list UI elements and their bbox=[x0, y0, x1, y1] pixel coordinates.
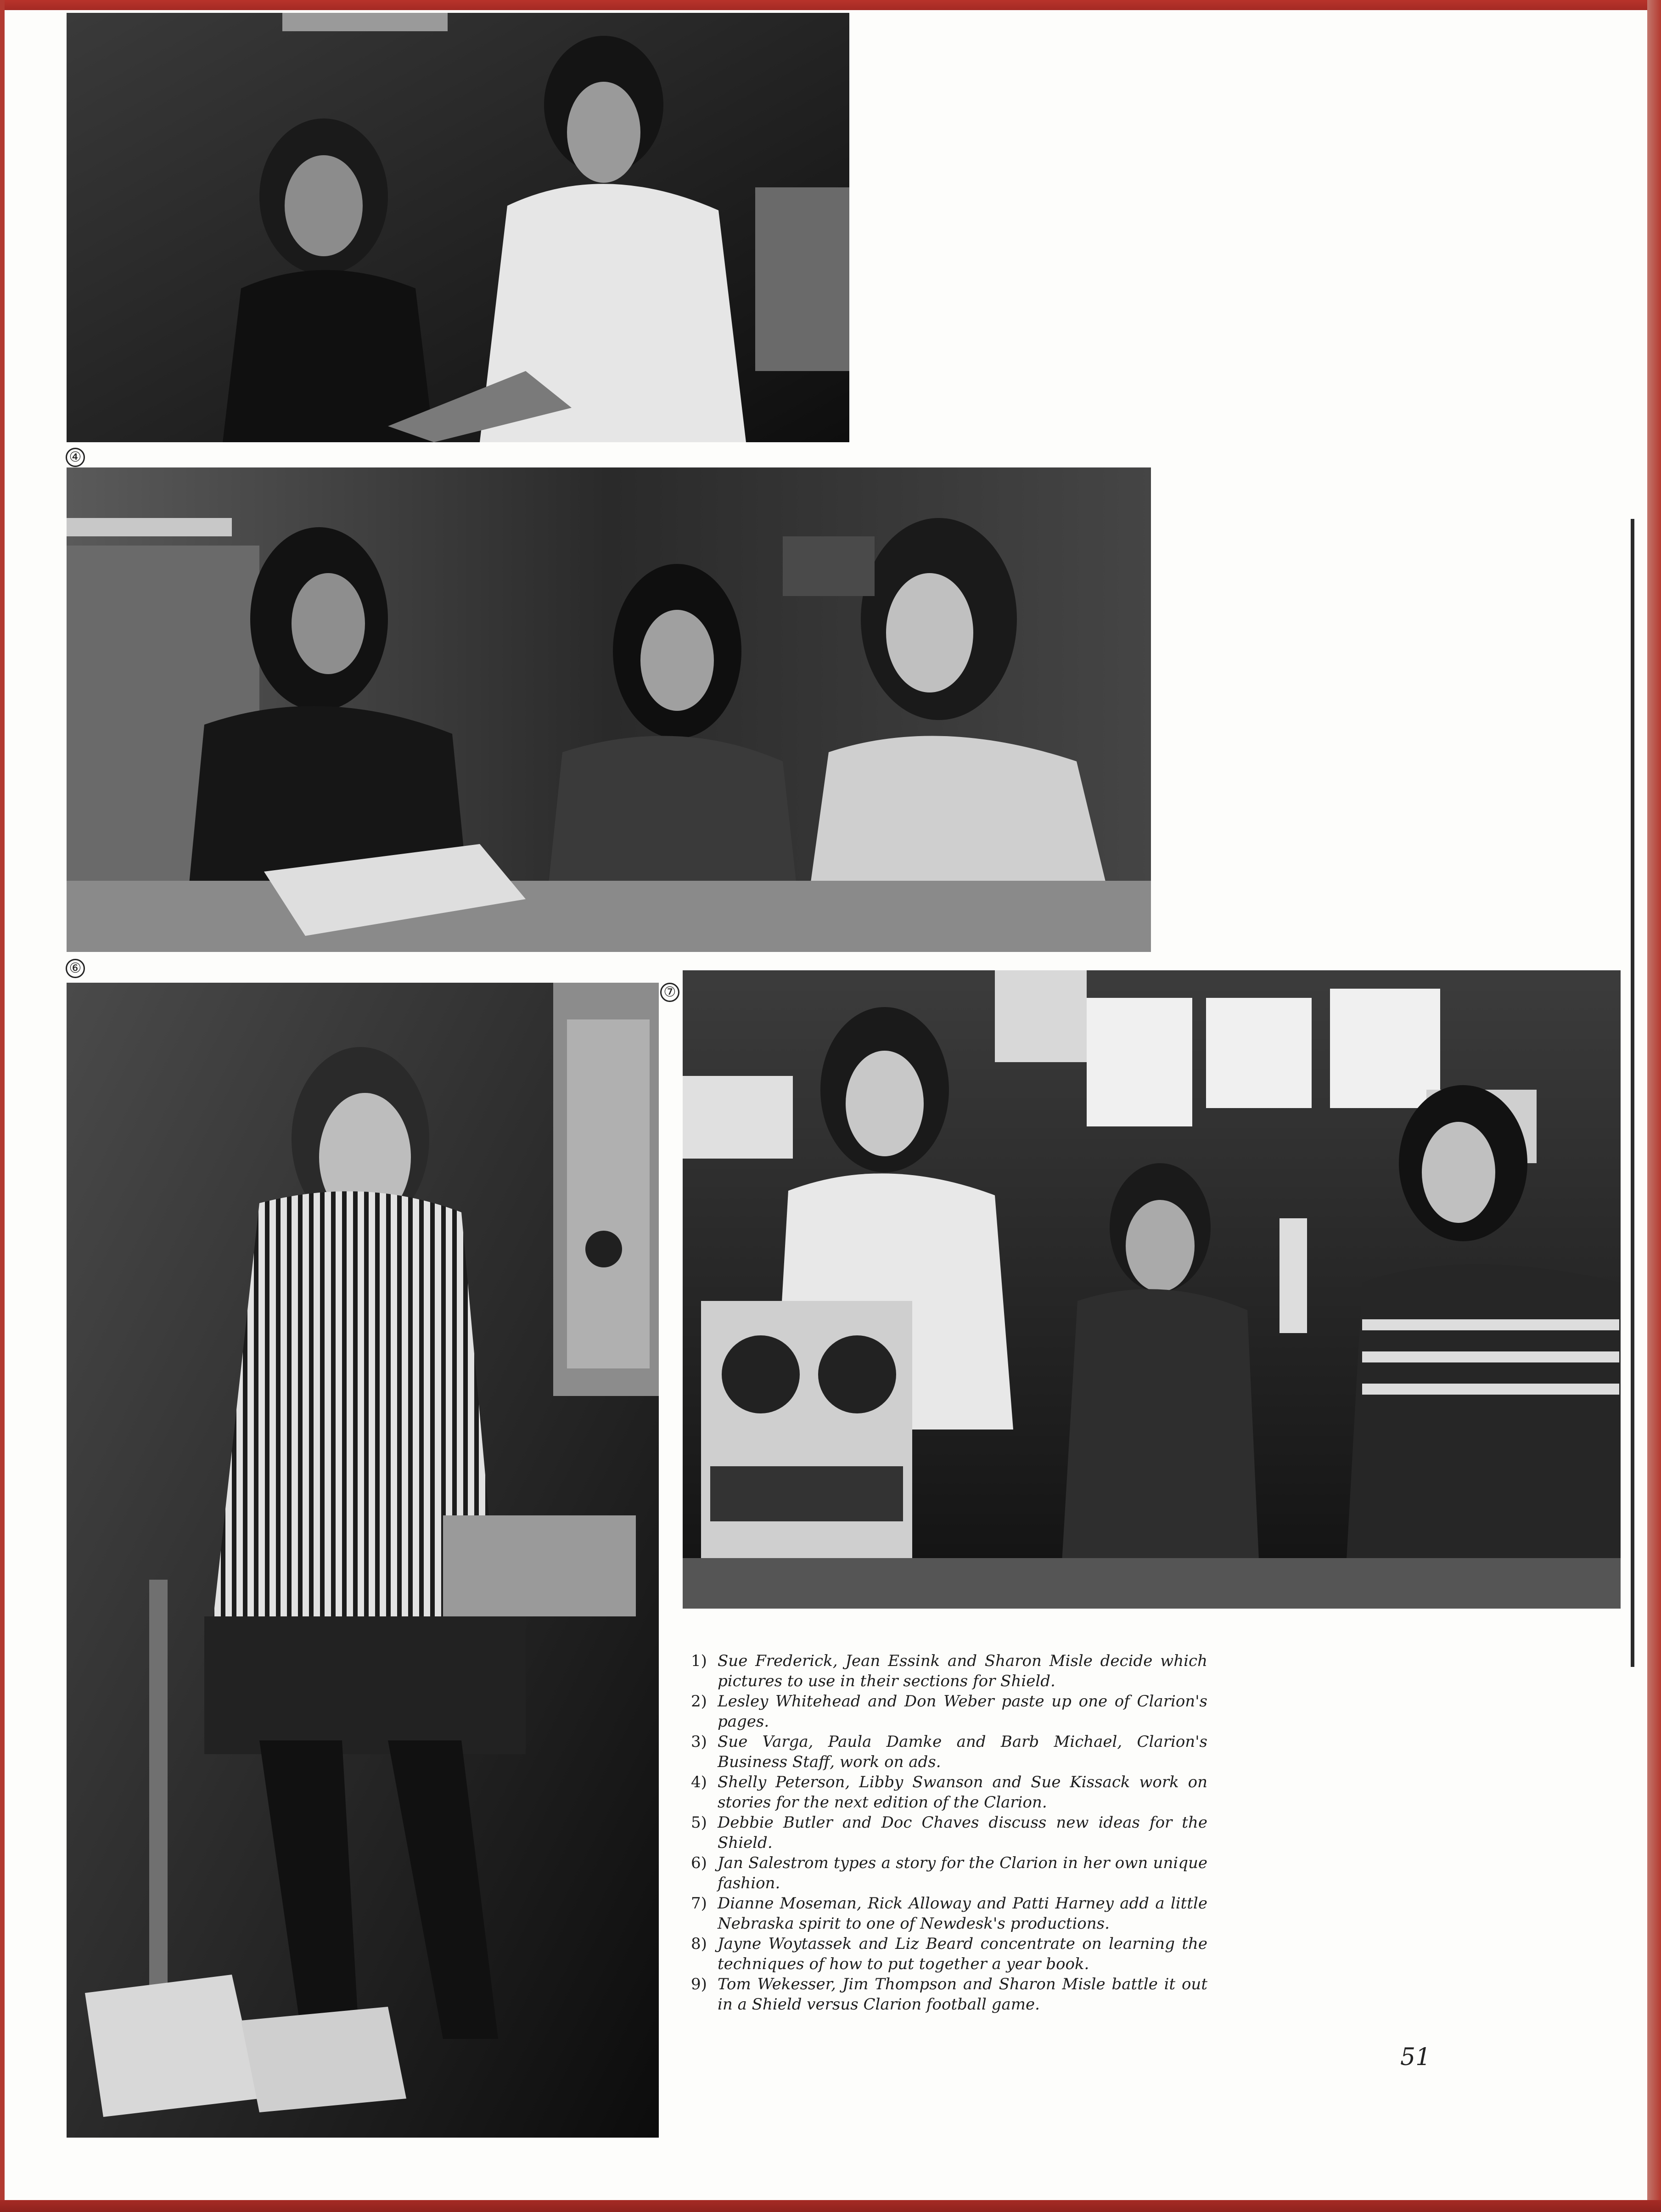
photo-three-students-at-desk bbox=[67, 467, 1151, 952]
caption-item bbox=[691, 1812, 1207, 1853]
caption-number: 7) bbox=[691, 1894, 707, 1913]
caption-number: 8) bbox=[691, 1935, 707, 1953]
caption-text: Shelly Peterson, Libby Swanson and Sue Kissack work on stories for the next edition of the Clarion. bbox=[718, 1773, 1207, 1812]
caption-number: 2) bbox=[691, 1692, 707, 1711]
caption-item bbox=[691, 1934, 1207, 1974]
spine-shadow-line bbox=[1631, 519, 1634, 1667]
photo-captions-list bbox=[691, 1651, 1207, 2015]
caption-number: 4) bbox=[691, 1773, 707, 1791]
caption-number: 5) bbox=[691, 1813, 707, 1832]
photo-top-two-students bbox=[67, 13, 849, 442]
caption-text: Lesley Whitehead and Don Weber paste up one of Clarion's pages. bbox=[718, 1692, 1207, 1731]
caption-number: 9) bbox=[691, 1975, 707, 1993]
caption-item bbox=[691, 1651, 1207, 1691]
caption-text: Debbie Butler and Doc Chaves discuss new ideas for the Shield. bbox=[718, 1813, 1207, 1852]
caption-item bbox=[691, 1691, 1207, 1732]
caption-item bbox=[691, 1893, 1207, 1934]
caption-text: Sue Frederick, Jean Essink and Sharon Misle decide which pictures to use in their sections for Shield. bbox=[718, 1652, 1207, 1690]
caption-text: Jan Salestrom types a story for the Clarion in her own unique fashion. bbox=[718, 1854, 1207, 1892]
caption-item bbox=[691, 1853, 1207, 1893]
binding-edge-right bbox=[1647, 0, 1661, 2212]
caption-text: Dianne Moseman, Rick Alloway and Patti Harney add a little Nebraska spirit to one of Newdesk's productions. bbox=[718, 1894, 1207, 1933]
caption-number: 6) bbox=[691, 1854, 707, 1872]
photo-marker-7: ⑦ bbox=[660, 983, 679, 1002]
photo-students-with-tape-recorder bbox=[683, 970, 1621, 1609]
caption-item bbox=[691, 1974, 1207, 2015]
caption-text: Sue Varga, Paula Damke and Barb Michael, Clarion's Business Staff, work on ads. bbox=[718, 1733, 1207, 1771]
caption-number: 3) bbox=[691, 1733, 707, 1751]
caption-text: Tom Wekesser, Jim Thompson and Sharon Misle battle it out in a Shield versus Clarion football game. bbox=[718, 1975, 1207, 2014]
binding-edge-top bbox=[0, 0, 1661, 10]
binding-edge-left bbox=[0, 0, 5, 2212]
caption-text: Jayne Woytassek and Liz Beard concentrate on learning the techniques of how to put together a year book. bbox=[718, 1935, 1207, 1973]
caption-item bbox=[691, 1732, 1207, 1772]
caption-number: 1) bbox=[691, 1652, 707, 1670]
page-number: 51 bbox=[1400, 2043, 1431, 2071]
photo-student-typing bbox=[67, 983, 659, 2138]
binding-edge-bottom bbox=[0, 2200, 1661, 2212]
caption-item bbox=[691, 1772, 1207, 1812]
photo-marker-6: ⑥ bbox=[66, 959, 85, 978]
photo-marker-4: ④ bbox=[66, 448, 85, 467]
